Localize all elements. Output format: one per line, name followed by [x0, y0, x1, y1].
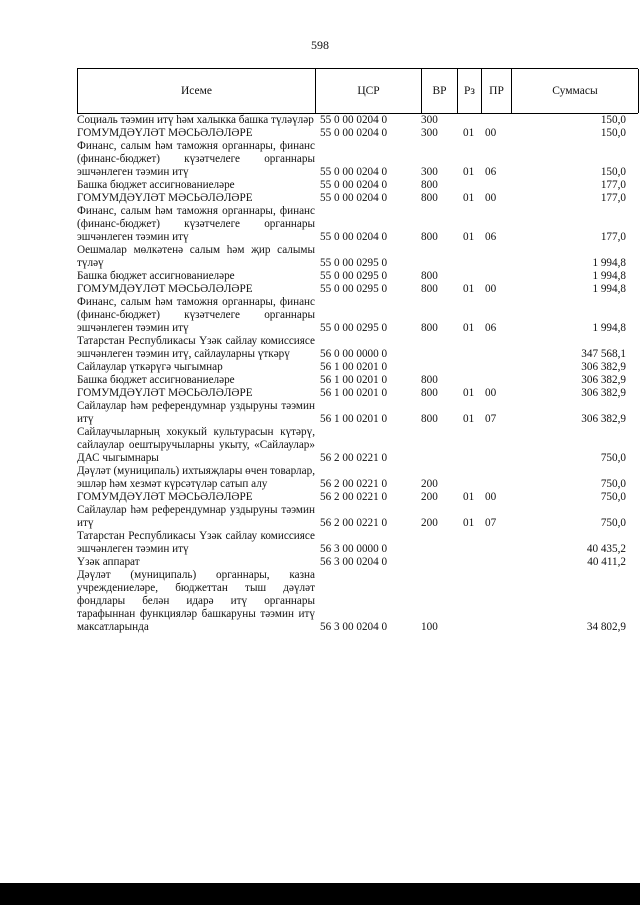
row-name: Сайлаучыларның хокукый культурасын күтәрү, сайлаулар оештыручыларны укыту, «Сайлаулар» ДАС чыгымнары	[77, 426, 315, 464]
row-sum: 177,0	[600, 192, 626, 204]
row-name: Сайлаулар үткәрүгә чыгымнар	[77, 361, 223, 373]
table-row	[77, 296, 638, 335]
row-name: Сайлаулар һәм референдумнар уздыруны тәэмин итү	[77, 504, 315, 529]
row-csr: 56 1 00 0201 0	[320, 387, 388, 399]
row-sum: 40 435,2	[586, 543, 626, 555]
table-row	[77, 179, 638, 192]
row-csr: 56 2 00 0221 0	[320, 452, 388, 464]
row-sum: 1 994,8	[592, 283, 626, 295]
row-name: ГОМУМДӘҮЛӘТ МӘСЬӘЛӘЛӘРЕ	[77, 192, 253, 204]
row-vr: 300	[421, 114, 438, 126]
table-row	[77, 400, 638, 426]
row-pr: 06	[485, 166, 497, 178]
row-name: Татарстан Республикасы Үзәк сайлау комиссиясе эшчәнлеген тәэмин итү	[77, 530, 315, 555]
row-vr: 800	[421, 231, 438, 243]
row-pr: 07	[485, 517, 497, 529]
table-row	[77, 335, 638, 361]
row-vr: 800	[421, 322, 438, 334]
row-pr: 06	[485, 231, 497, 243]
header-name: Исеме	[78, 69, 316, 113]
row-csr: 55 0 00 0204 0	[320, 127, 388, 139]
row-csr: 55 0 00 0295 0	[320, 322, 388, 334]
row-vr: 300	[421, 166, 438, 178]
table-body	[77, 114, 638, 634]
row-vr: 200	[421, 517, 438, 529]
row-rz: 01	[463, 127, 475, 139]
header-rz: Рз	[458, 69, 482, 113]
row-vr: 200	[421, 478, 438, 490]
page-number: 598	[311, 38, 329, 52]
row-name: ГОМУМДӘҮЛӘТ МӘСЬӘЛӘЛӘРЕ	[77, 127, 253, 139]
row-pr: 00	[485, 283, 497, 295]
row-csr: 55 0 00 0204 0	[320, 192, 388, 204]
row-csr: 56 1 00 0201 0	[320, 361, 388, 373]
table-row	[77, 283, 638, 296]
table-row	[77, 205, 638, 244]
row-vr: 800	[421, 192, 438, 204]
row-rz: 01	[463, 517, 475, 529]
header-csr: ЦСР	[316, 69, 422, 113]
row-csr: 56 1 00 0201 0	[320, 413, 388, 425]
row-vr: 800	[421, 387, 438, 399]
table-row	[77, 361, 638, 374]
row-rz: 01	[463, 166, 475, 178]
row-rz: 01	[463, 387, 475, 399]
row-sum: 750,0	[600, 491, 626, 503]
row-rz: 01	[463, 192, 475, 204]
row-sum: 306 382,9	[581, 374, 626, 386]
row-sum: 750,0	[600, 478, 626, 490]
row-sum: 306 382,9	[581, 413, 626, 425]
row-csr: 56 1 00 0201 0	[320, 374, 388, 386]
table-row	[77, 127, 638, 140]
row-vr: 800	[421, 374, 438, 386]
row-csr: 55 0 00 0204 0	[320, 114, 388, 126]
row-sum: 1 994,8	[592, 270, 626, 282]
row-name: Оешмалар мөлкәтенә салым һәм җир салымы түләү	[77, 244, 315, 269]
row-name: ГОМУМДӘҮЛӘТ МӘСЬӘЛӘЛӘРЕ	[77, 387, 253, 399]
table-row	[77, 530, 638, 556]
row-csr: 55 0 00 0204 0	[320, 179, 388, 191]
row-rz: 01	[463, 491, 475, 503]
row-name: Сайлаулар һәм референдумнар уздыруны тәэмин итү	[77, 400, 315, 425]
row-vr: 800	[421, 413, 438, 425]
row-pr: 00	[485, 192, 497, 204]
row-sum: 150,0	[600, 114, 626, 126]
table-row	[77, 491, 638, 504]
row-sum: 1 994,8	[592, 257, 626, 269]
row-vr: 800	[421, 283, 438, 295]
row-pr: 00	[485, 127, 497, 139]
row-name: Финанс, салым һәм таможня органнары, финанс (финанс-бюджет) күзәтчелеге органнары эшчәнлеген тәэмин итү	[77, 296, 315, 334]
row-vr: 800	[421, 270, 438, 282]
row-pr: 06	[485, 322, 497, 334]
header-pr: ПР	[482, 69, 512, 113]
row-csr: 55 0 00 0204 0	[320, 231, 388, 243]
row-name: Башка бюджет ассигнованиеләре	[77, 374, 235, 386]
table-row	[77, 270, 638, 283]
row-sum: 306 382,9	[581, 361, 626, 373]
row-name: ГОМУМДӘҮЛӘТ МӘСЬӘЛӘЛӘРЕ	[77, 283, 253, 295]
row-csr: 56 3 00 0204 0	[320, 556, 388, 568]
row-csr: 56 3 00 0000 0	[320, 543, 388, 555]
table-row	[77, 569, 638, 634]
row-name: Башка бюджет ассигнованиеләре	[77, 179, 235, 191]
row-sum: 150,0	[600, 127, 626, 139]
row-name: Социаль тәэмин итү һәм халыкка башка түләүләр	[77, 114, 314, 126]
row-name: Башка бюджет ассигнованиеләре	[77, 270, 235, 282]
row-sum: 177,0	[600, 179, 626, 191]
row-csr: 56 2 00 0221 0	[320, 491, 388, 503]
row-csr: 55 0 00 0204 0	[320, 166, 388, 178]
scan-border	[0, 883, 640, 905]
row-csr: 56 2 00 0221 0	[320, 478, 388, 490]
row-name: Үзәк аппарат	[77, 556, 140, 568]
budget-table	[77, 68, 638, 634]
row-name: Дәүләт (муниципаль) органнары, казна учреждениеләре, бюджеттан тыш дәүләт фондлары белән идарә итү органнары тарафыннан функцияләр башкаруны тәэмин итү максатларында	[77, 569, 315, 633]
row-rz: 01	[463, 322, 475, 334]
row-pr: 00	[485, 387, 497, 399]
row-name: Финанс, салым һәм таможня органнары, финанс (финанс-бюджет) күзәтчелеге органнары эшчәнлеген тәэмин итү	[77, 205, 315, 243]
table-header	[77, 68, 638, 114]
table-row	[77, 426, 638, 465]
row-name: Татарстан Республикасы Үзәк сайлау комиссиясе эшчәнлеген тәэмин итү, сайлауларны үткәрү	[77, 335, 315, 360]
row-csr: 55 0 00 0295 0	[320, 257, 388, 269]
row-sum: 177,0	[600, 231, 626, 243]
row-csr: 55 0 00 0295 0	[320, 283, 388, 295]
header-vr: ВР	[422, 69, 458, 113]
row-sum: 150,0	[600, 166, 626, 178]
table-row	[77, 244, 638, 270]
row-rz: 01	[463, 283, 475, 295]
row-csr: 55 0 00 0295 0	[320, 270, 388, 282]
table-row	[77, 465, 638, 491]
row-sum: 750,0	[600, 517, 626, 529]
row-pr: 00	[485, 491, 497, 503]
row-name: ГОМУМДӘҮЛӘТ МӘСЬӘЛӘЛӘРЕ	[77, 491, 253, 503]
row-vr: 800	[421, 179, 438, 191]
row-vr: 100	[421, 621, 438, 633]
table-row	[77, 140, 638, 179]
table-row	[77, 556, 638, 569]
row-sum: 750,0	[600, 452, 626, 464]
row-sum: 40 411,2	[587, 556, 626, 568]
row-csr: 56 3 00 0204 0	[320, 621, 388, 633]
row-csr: 56 2 00 0221 0	[320, 517, 388, 529]
table-row	[77, 114, 638, 127]
row-name: Дәүләт (муниципаль) ихтыяҗлары өчен товарлар, эшләр һәм хезмәт күрсәтүләр сатып алу	[77, 465, 315, 490]
header-sum: Суммасы	[512, 69, 639, 113]
row-vr: 200	[421, 491, 438, 503]
table-row	[77, 374, 638, 387]
row-name: Финанс, салым һәм таможня органнары, финанс (финанс-бюджет) күзәтчелеге органнары эшчәнлеген тәэмин итү	[77, 140, 315, 178]
row-rz: 01	[463, 231, 475, 243]
row-rz: 01	[463, 413, 475, 425]
table-row	[77, 387, 638, 400]
row-sum: 306 382,9	[581, 387, 626, 399]
row-vr: 300	[421, 127, 438, 139]
row-sum: 34 802,9	[586, 621, 626, 633]
row-pr: 07	[485, 413, 497, 425]
row-csr: 56 0 00 0000 0	[320, 348, 388, 360]
table-row	[77, 192, 638, 205]
table-row	[77, 504, 638, 530]
row-sum: 1 994,8	[592, 322, 626, 334]
row-sum: 347 568,1	[581, 348, 626, 360]
